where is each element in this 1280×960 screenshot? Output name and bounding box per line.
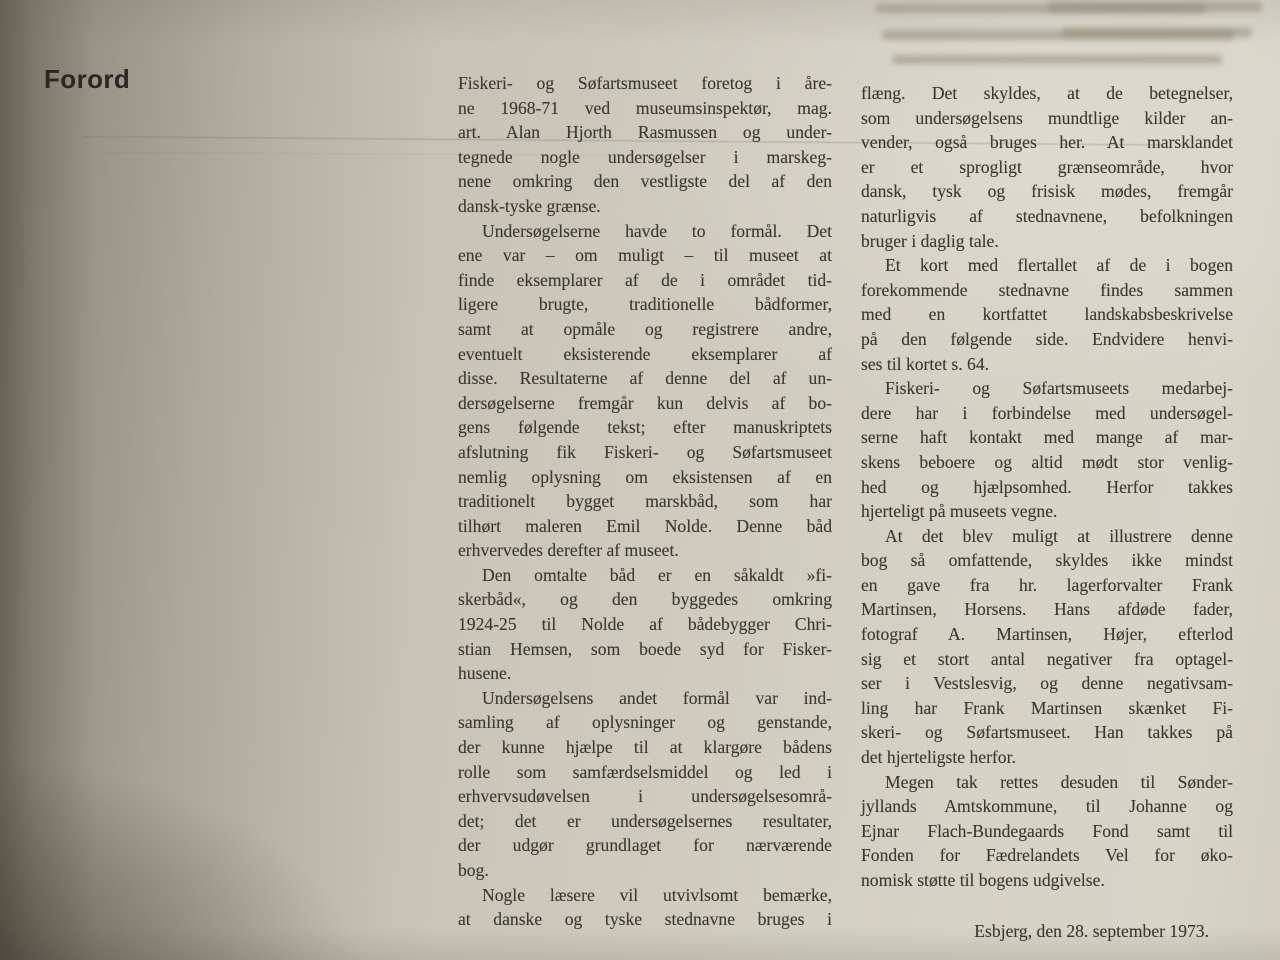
text-line: art. Alan Hjorth Rasmussen og under- <box>458 122 832 143</box>
text-line: ene var – om muligt – til museet at <box>458 245 832 266</box>
text-line: Et kort med flertallet af de i bogen <box>885 255 1233 276</box>
text-line: dersøgelserne fremgår kun delvis af bo- <box>458 392 832 413</box>
paragraph <box>458 219 832 563</box>
text-line: tegnede nogle undersøgelser i marskeg- <box>458 146 832 167</box>
text-line: Undersøgelsens andet formål var ind- <box>482 687 832 708</box>
page-title: Forord <box>44 64 131 94</box>
text-line: hed og hjælpsomhed. Herfor takkes <box>861 476 1233 497</box>
text-line: skens beboere og altid mødt stor venlig- <box>861 451 1233 472</box>
text-line: en gave fra hr. lagerforvalter Frank <box>861 574 1233 595</box>
signature-line: Esbjerg, den 28. september 1973. <box>974 920 1209 941</box>
text-line: dere har i forbindelse med undersøgel- <box>861 402 1233 423</box>
text-line: disse. Resultaterne af denne del af un- <box>458 368 832 389</box>
text-line: At det blev muligt at illustrere denne <box>885 525 1233 546</box>
text-line: Ejnar Flach-Bundegaards Fond samt til <box>861 820 1233 841</box>
text-line: erhvervsudøvelsen i undersøgelsesområ- <box>458 786 832 807</box>
text-line: der kunne hjælpe til at klargøre bådens <box>458 737 832 758</box>
text-line: samt at opmåle og registrere andre, <box>458 318 832 339</box>
text-line: bog. <box>458 860 489 880</box>
page-showthrough <box>1062 28 1252 37</box>
text-line: Den omtalte båd er en såkaldt »fi- <box>482 564 832 585</box>
text-line: jyllands Amtskommune, til Johanne og <box>861 796 1233 817</box>
text-line: skeri- og Søfartsmuseet. Han takkes på <box>861 722 1233 743</box>
text-line: afslutning fik Fiskeri- og Søfartsmuseet <box>458 441 832 462</box>
text-line: bruger i daglig tale. <box>861 230 999 251</box>
text-column-1 <box>458 71 832 932</box>
paragraph <box>861 376 1233 524</box>
text-line: nomisk støtte til bogens udgivelse. <box>861 870 1105 890</box>
text-line: dansk, tysk og frisisk mødes, fremgår <box>861 181 1233 202</box>
text-line: med en kortfattet landskabsbeskrivelse <box>861 304 1233 325</box>
text-line: tilhørt maleren Emil Nolde. Denne båd <box>458 515 832 536</box>
text-line: ligere brugte, traditionelle bådformer, <box>458 294 832 315</box>
text-line: ser i Vestslesvig, og denne negativsam- <box>861 673 1233 694</box>
paragraph <box>458 71 832 219</box>
text-line: som undersøgelsens mundtlige kilder an- <box>861 107 1233 128</box>
text-line: hjerteligt på museets vegne. <box>861 501 1058 522</box>
text-line: gens følgende tekst; efter manuskriptets <box>458 417 832 438</box>
text-line: samling af oplysninger og genstande, <box>458 712 832 733</box>
text-line: sig et stort antal negativer fra optagel- <box>861 648 1233 669</box>
paragraph <box>861 81 1233 253</box>
text-line: bog så omfattende, skyldes ikke mindst <box>861 550 1233 571</box>
text-line: flæng. Det skyldes, at de betegnelser, <box>861 83 1233 103</box>
text-line: at danske og tyske stednavne bruges i <box>458 909 832 930</box>
text-line: Fonden for Fædrelandets Vel for øko- <box>861 845 1233 866</box>
text-line: Undersøgelserne havde to formål. Det <box>482 220 832 241</box>
text-line: stian Hemsen, som boede syd for Fisker- <box>458 638 832 659</box>
text-line: Fiskeri- og Søfartsmuseet foretog i åre- <box>458 73 832 93</box>
text-line: skerbåd«, og den byggedes omkring <box>458 589 832 610</box>
text-line: 1924-25 til Nolde af bådebygger Chri- <box>458 614 832 635</box>
text-line: ses til kortet s. 64. <box>861 353 990 374</box>
text-column-2 <box>861 81 1233 943</box>
text-line: der udgør grundlaget for nærværende <box>458 835 832 856</box>
text-line: er et sprogligt grænseområde, hvor <box>861 156 1233 177</box>
paragraph <box>861 524 1233 770</box>
text-line: forekommende stednavne findes sammen <box>861 279 1233 300</box>
page-showthrough <box>892 55 1222 64</box>
paragraph <box>458 883 832 932</box>
text-line: det hjerteligste herfor. <box>861 747 1016 768</box>
text-line: ling har Frank Martinsen skænket Fi- <box>861 697 1233 718</box>
text-line: rolle som samfærdselsmiddel og led i <box>458 761 832 782</box>
text-line: nene omkring den vestligste del af den <box>458 171 832 192</box>
text-line: dansk-tyske grænse. <box>458 195 601 216</box>
paragraph <box>458 686 832 883</box>
text-line: eventuelt eksisterende eksemplarer af <box>458 343 832 364</box>
text-line: finde eksemplarer af de i området tid- <box>458 269 832 290</box>
text-line: Martinsen, Horsens. Hans afdøde fader, <box>861 599 1233 620</box>
paragraph <box>861 253 1233 376</box>
page-showthrough <box>1048 2 1262 12</box>
text-line: husene. <box>458 663 512 684</box>
text-line: ne 1968-71 ved museumsinspektør, mag. <box>458 97 832 118</box>
text-line: fotograf A. Martinsen, Højer, efterlod <box>861 624 1233 645</box>
paragraph <box>458 563 832 686</box>
text-line: Megen tak rettes desuden til Sønder- <box>885 771 1233 792</box>
text-line: vender, også bruges her. At marsklandet <box>861 132 1233 153</box>
text-line: på den følgende side. Endvidere henvi- <box>861 328 1233 349</box>
text-line: Fiskeri- og Søfartsmuseets medarbej- <box>885 378 1233 399</box>
text-line: Nogle læsere vil utvivlsomt bemærke, <box>482 884 832 905</box>
text-line: traditionelt bygget marskbåd, som har <box>458 491 832 512</box>
text-line: det; det er undersøgelsernes resultater, <box>458 810 832 831</box>
text-line: nemlig oplysning om eksistensen af en <box>458 466 832 487</box>
text-line: naturligvis af stednavnene, befolkningen <box>861 205 1233 226</box>
text-line: serne haft kontakt med mange af mar- <box>861 427 1233 448</box>
paragraph <box>861 770 1233 893</box>
text-line: erhvervedes derefter af museet. <box>458 540 679 561</box>
